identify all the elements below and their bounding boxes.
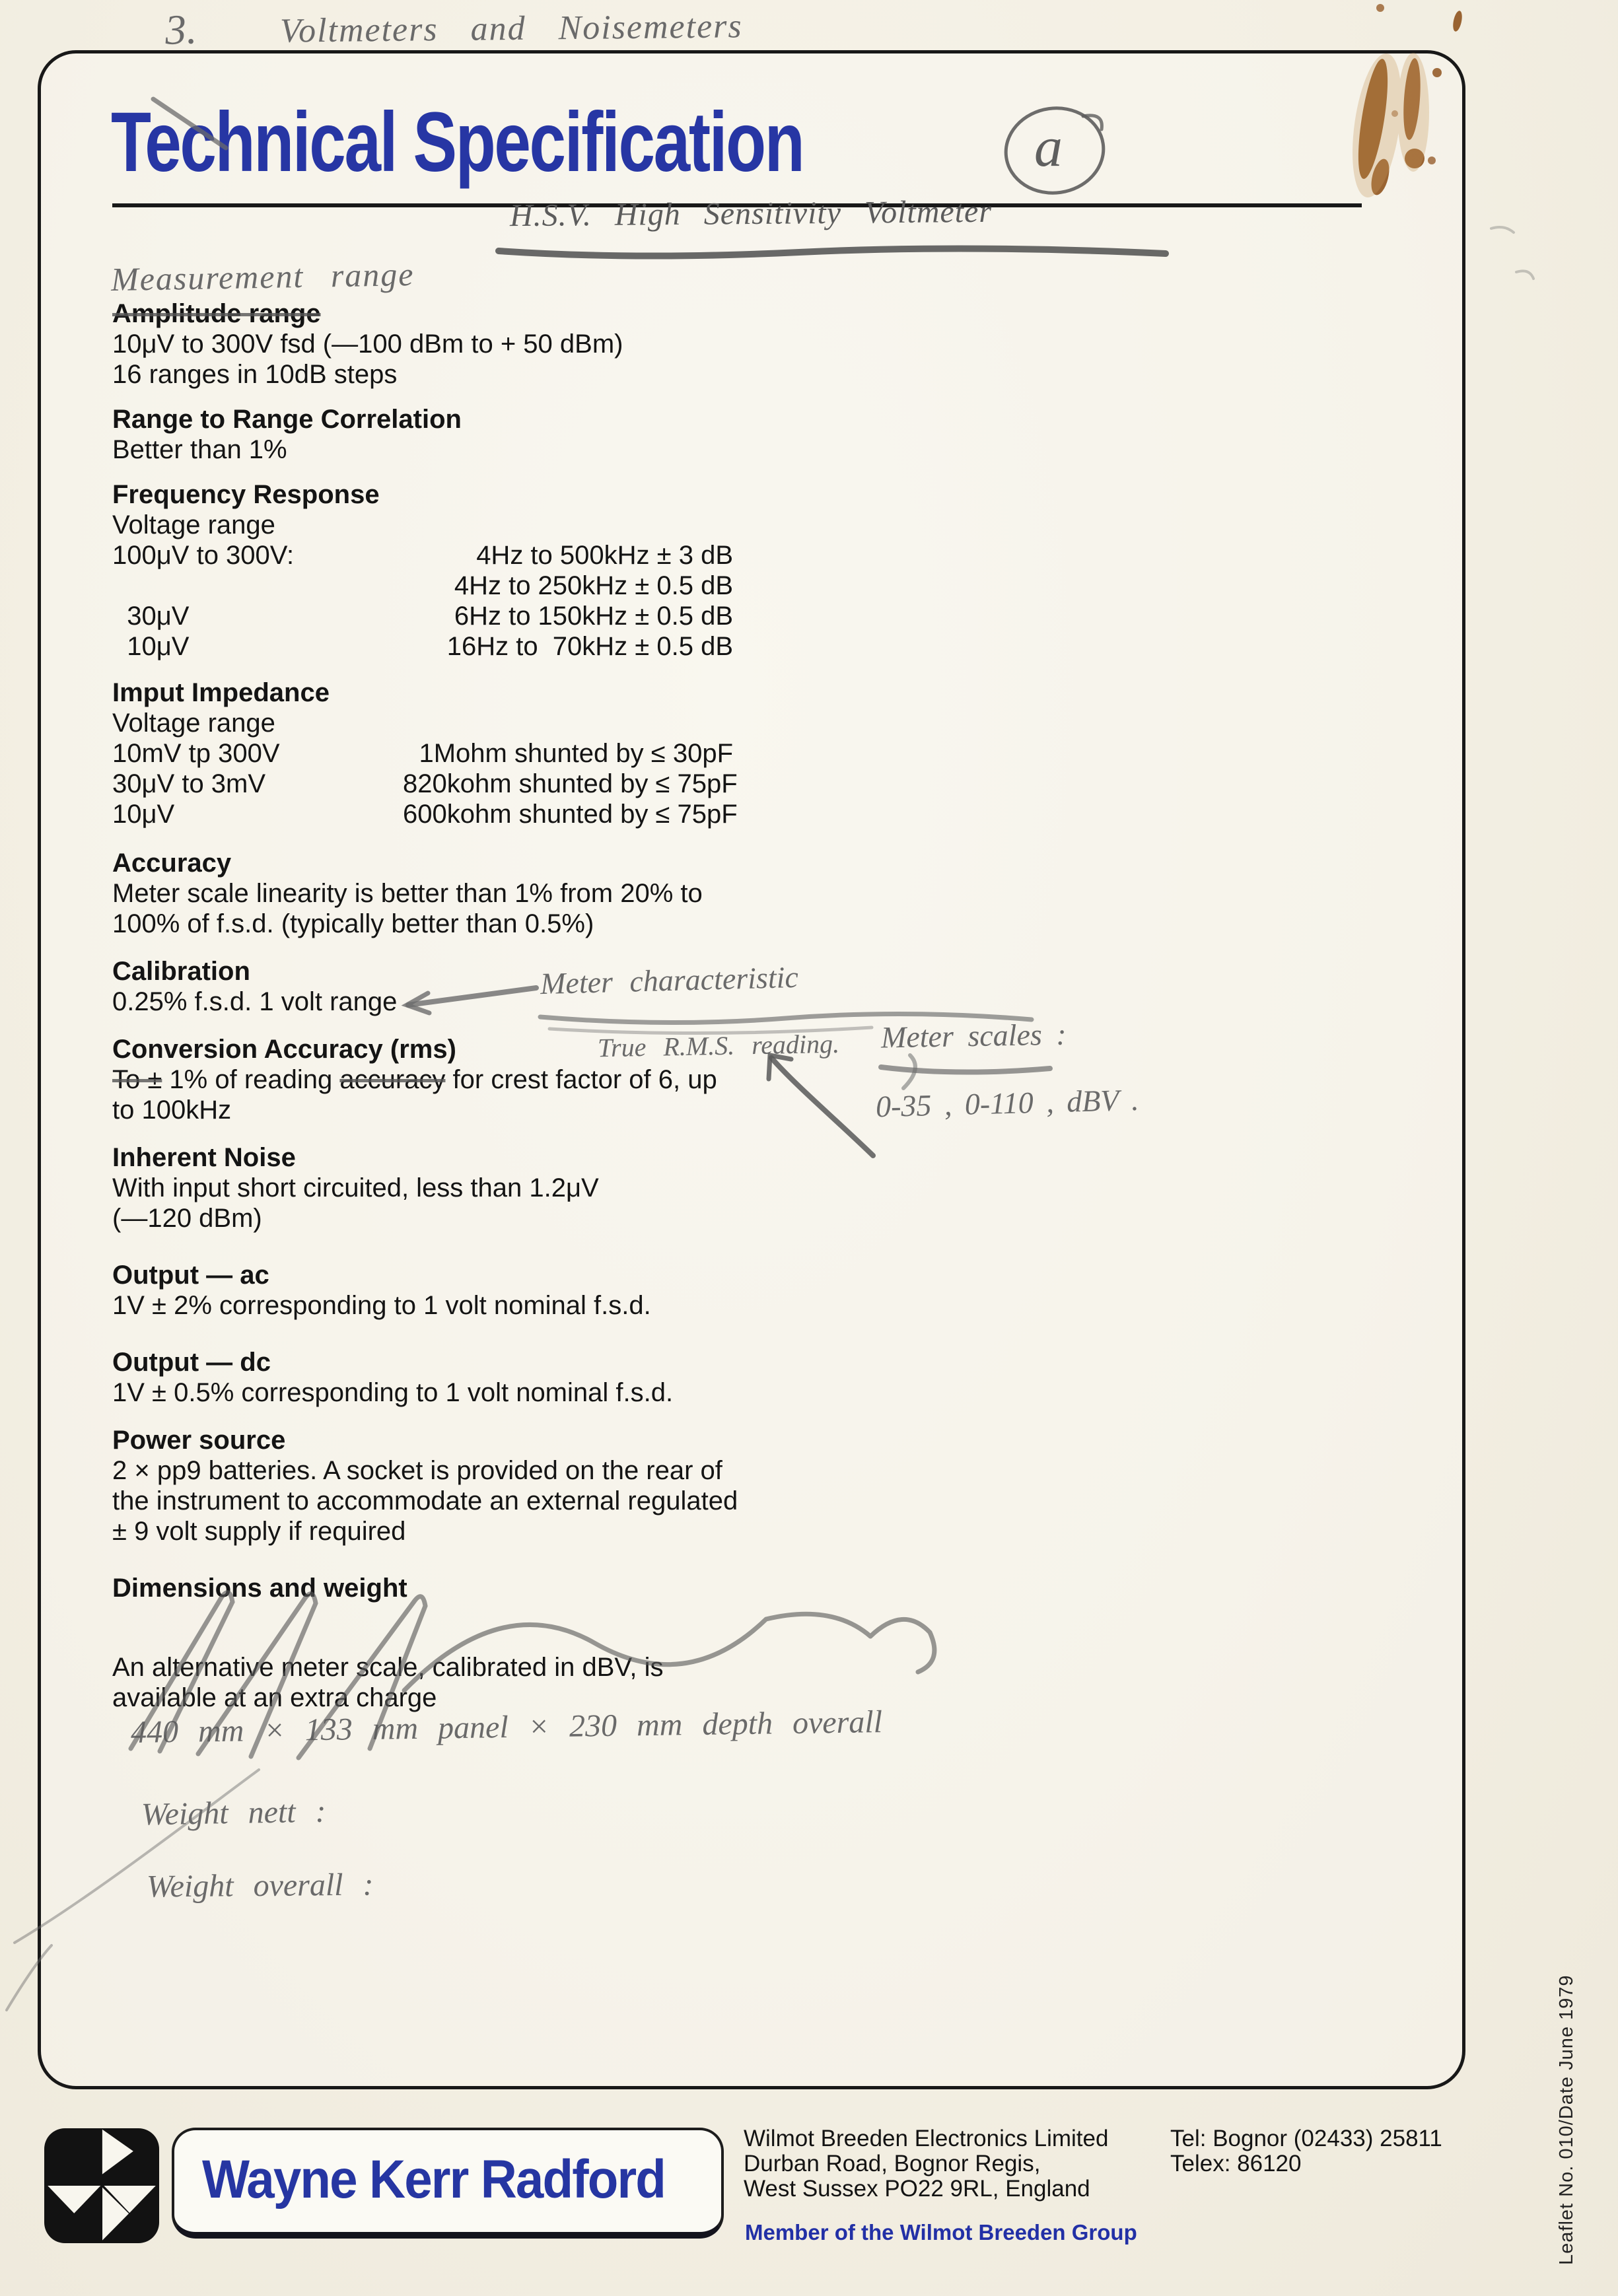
handwritten-true-rms: True R.M.S. reading. — [597, 1028, 840, 1063]
spec-line: 10μV to 300V fsd (—100 dBm to + 50 dBm) — [112, 330, 623, 359]
spec-line: 2 × pp9 batteries. A socket is provided on the rear of — [112, 1456, 722, 1485]
section-heading: Accuracy — [112, 849, 232, 878]
spec-row — [112, 571, 1010, 601]
section-dimensions-weight — [112, 1573, 1010, 1603]
handwritten-meter-scales-label: Meter scales : — [880, 1017, 1067, 1055]
handwritten-measurement-range: Measurement range — [110, 255, 415, 298]
section-heading: Conversion Accuracy (rms) — [112, 1035, 456, 1064]
section-input-impedance — [112, 678, 1010, 829]
section-output-dc — [112, 1347, 1010, 1408]
spec-line: (—120 dBm) — [112, 1204, 262, 1233]
spec-line: Meter scale linearity is better than 1% from 20% to — [112, 879, 703, 908]
leaflet-number: Leaflet No. 010/Date June 1979 — [1556, 1974, 1577, 2265]
spec-text: 1% of reading — [162, 1065, 340, 1094]
handwritten-category-title: Voltmeters and Noisemeters — [279, 7, 743, 50]
spec-text: for crest factor of 6, up — [445, 1065, 717, 1094]
spec-line: the instrument to accommodate an external regulated — [112, 1486, 738, 1515]
spec-row — [112, 799, 1010, 829]
row-label: 10μV — [112, 632, 190, 661]
brand-name: Wayne Kerr Radford — [202, 2149, 666, 2209]
section-heading: Range to Range Correlation — [112, 405, 462, 434]
spec-body — [112, 298, 1010, 1713]
struck-word: To ± — [112, 1065, 162, 1094]
section-accuracy — [112, 848, 1010, 939]
spec-line: to 100kHz — [112, 1096, 232, 1125]
spec-line: Better than 1% — [112, 435, 287, 464]
spec-row — [112, 738, 1010, 769]
company-name: Wilmot Breeden Electronics Limited — [744, 2126, 1109, 2151]
spec-line: 1V ± 2% corresponding to 1 volt nominal f.s.d. — [112, 1291, 651, 1320]
spec-line: 16 ranges in 10dB steps — [112, 360, 398, 389]
handwritten-meter-characteristic: Meter characteristic — [540, 959, 799, 1001]
section-heading: Output — dc — [112, 1348, 271, 1377]
spec-line: 0.25% f.s.d. 1 volt range — [112, 987, 398, 1016]
brand-box — [172, 2128, 724, 2239]
row-label: 30μV to 3mV — [112, 769, 266, 798]
row-value: 820kohm shunted by ≤ 75pF — [403, 769, 738, 798]
spec-line: With input short circuited, less than 1.2μV — [112, 1173, 599, 1202]
address-line: West Sussex PO22 9RL, England — [744, 2176, 1090, 2202]
address-line: Durban Road, Bognor Regis, — [744, 2151, 1041, 2176]
row-value: 4Hz to 500kHz ± 3 dB — [476, 541, 733, 570]
section-heading: Imput Impedance — [112, 678, 330, 707]
member-line: Member of the Wilmot Breeden Group — [745, 2220, 1137, 2244]
handwritten-circled-letter: a — [1034, 115, 1063, 178]
row-value: 4Hz to 250kHz ± 0.5 dB — [454, 571, 733, 600]
spec-line: Voltage range — [112, 709, 275, 738]
section-power-source — [112, 1425, 1010, 1547]
row-value: 6Hz to 150kHz ± 0.5 dB — [454, 602, 733, 631]
row-label: 10μV — [112, 800, 175, 829]
company-address — [744, 2126, 1108, 2202]
row-value: 16Hz to 70kHz ± 0.5 dB — [446, 632, 733, 661]
section-heading: Output — ac — [112, 1261, 269, 1290]
contact-block — [1170, 2126, 1442, 2176]
page-title: Technical Specification — [111, 95, 804, 190]
section-heading: Inherent Noise — [112, 1143, 296, 1172]
spec-line: 1V ± 0.5% corresponding to 1 volt nominal f.s.d. — [112, 1378, 674, 1407]
handwritten-weight-overall: Weight overall : — [146, 1867, 374, 1904]
spec-line: An alternative meter scale, calibrated in dBV, is — [112, 1653, 664, 1682]
handwritten-weight-nett: Weight nett : — [141, 1793, 326, 1832]
spec-line: 100% of f.s.d. (typically better than 0.5%) — [112, 909, 594, 938]
spec-row — [112, 601, 1010, 631]
section-heading: Frequency Response — [112, 480, 380, 509]
section-heading: Power source — [112, 1426, 286, 1455]
handwritten-item-number: 3. — [164, 5, 198, 53]
telex: Telex: 86120 — [1170, 2151, 1302, 2176]
section-heading: Amplitude range — [112, 299, 321, 328]
spec-line: Voltage range — [112, 510, 275, 539]
row-label: 100μV to 300V: — [112, 541, 295, 570]
row-label — [112, 571, 403, 601]
spec-line: ± 9 volt supply if required — [112, 1517, 406, 1546]
section-output-ac — [112, 1260, 1010, 1321]
row-label: 30μV — [112, 602, 190, 631]
struck-word: accuracy — [339, 1065, 446, 1094]
section-heading: Calibration — [112, 957, 250, 986]
section-heading: Dimensions and weight — [112, 1574, 407, 1603]
row-value: 1Mohm shunted by ≤ 30pF — [419, 739, 733, 768]
handwritten-dimensions: 440 mm × 133 mm panel × 230 mm depth overall — [130, 1704, 883, 1750]
spec-row — [112, 540, 1010, 571]
handwritten-meter-scales-values: 0-35 , 0-110 , dBV . — [875, 1082, 1140, 1124]
spec-row — [112, 769, 1010, 799]
telephone: Tel: Bognor (02433) 25811 — [1170, 2126, 1442, 2151]
section-frequency-response — [112, 479, 1010, 662]
section-amplitude-range — [112, 298, 1010, 390]
wilmot-breeden-logo — [43, 2128, 160, 2243]
section-range-correlation — [112, 404, 1010, 465]
row-label: 10mV tp 300V — [112, 739, 280, 768]
section-inherent-noise — [112, 1142, 1010, 1234]
row-value: 600kohm shunted by ≤ 75pF — [403, 800, 738, 829]
spec-row — [112, 631, 1010, 662]
handwritten-subtitle: H.S.V. High Sensitivity Voltmeter — [509, 193, 993, 234]
spec-line: available at an extra charge — [112, 1683, 437, 1712]
